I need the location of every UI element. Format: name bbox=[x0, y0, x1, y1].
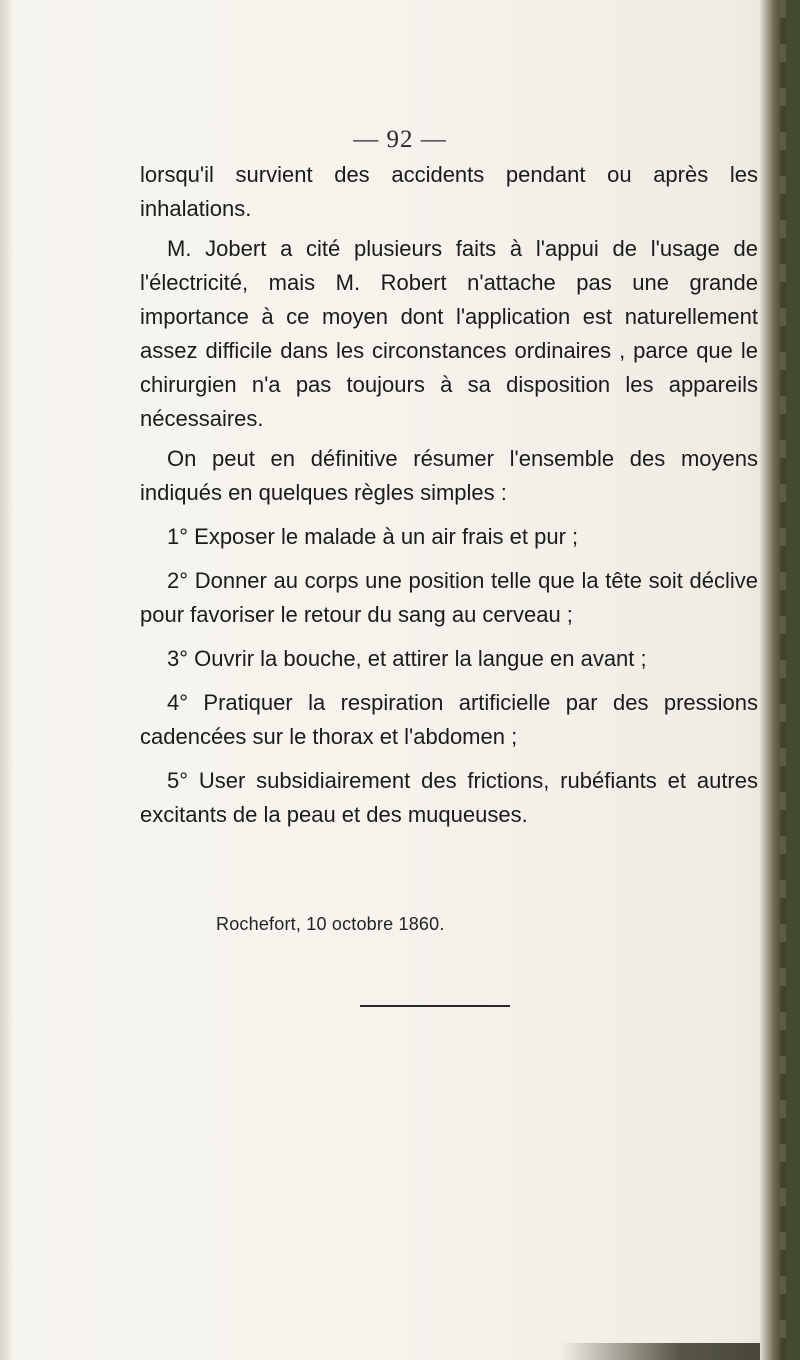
paragraph: On peut en définitive résumer l'ensemble des moyens indiqués en quelques règles simples : bbox=[140, 446, 758, 505]
page-number: — 92 — bbox=[353, 126, 447, 153]
signature-date: Rochefort, 10 octobre 1860. bbox=[216, 914, 445, 934]
body-text bbox=[140, 158, 758, 842]
page-bottom-edge bbox=[560, 1343, 760, 1360]
page-left-shadow bbox=[0, 0, 14, 1360]
rule-1: 1° Exposer le malade à un air frais et pur ; bbox=[167, 524, 579, 549]
rule-4: 4° Pratiquer la respiration artificielle par des pressions cadencées sur le thorax et l'abdomen ; bbox=[140, 690, 758, 749]
rule-3: 3° Ouvrir la bouche, et attirer la langue en avant ; bbox=[167, 646, 647, 671]
rule-5: 5° User subsidiairement des frictions, rubéfiants et autres excitants de la peau et des muqueuses. bbox=[140, 768, 758, 827]
paragraph: lorsqu'il survient des accidents pendant ou après les inhalations. bbox=[140, 162, 758, 221]
rule-2: 2° Donner au corps une position telle que la tête soit déclive pour favoriser le retour du sang au cerveau ; bbox=[140, 568, 758, 627]
binding-edge bbox=[760, 0, 800, 1360]
paragraph: M. Jobert a cité plusieurs faits à l'appui de l'usage de l'électricité, mais M. Robert n'attache pas une grande importance à ce moyen dont l'application est naturellement assez difficile dans les circonstances ordinaires , parce que le chirurgien n'a pas toujours à sa disposition les appareils nécessaires. bbox=[140, 236, 758, 431]
end-divider bbox=[360, 1005, 510, 1007]
